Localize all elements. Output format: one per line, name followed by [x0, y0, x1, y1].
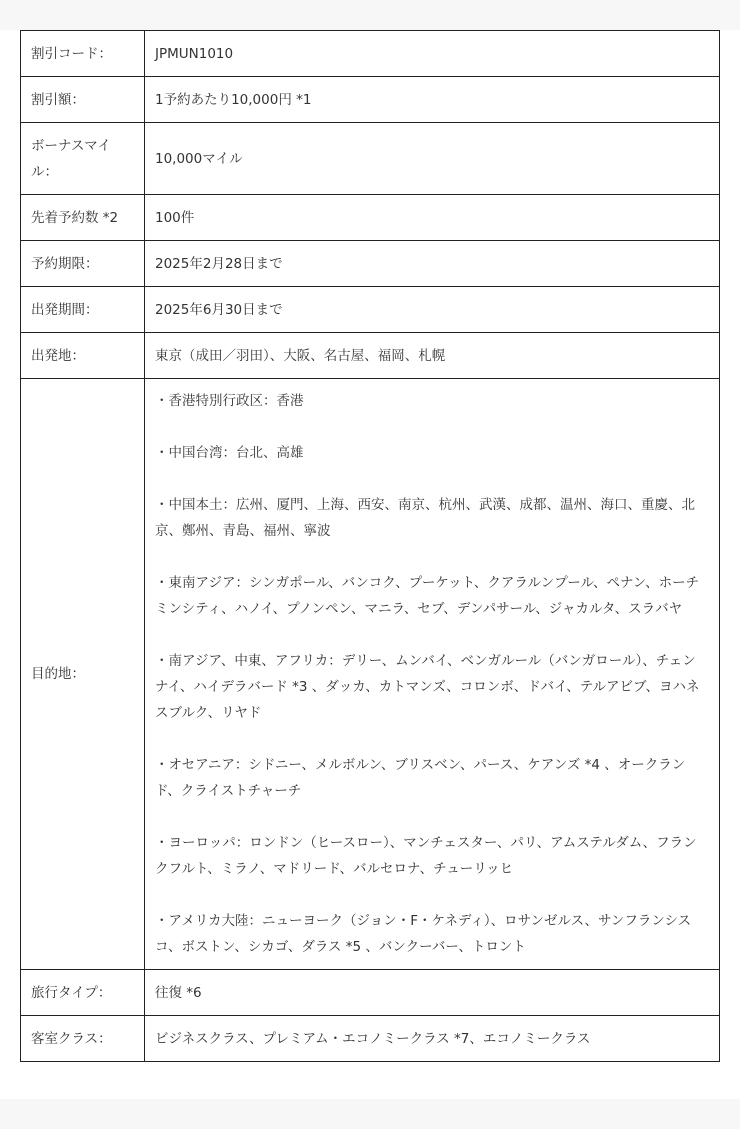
trip-type-value: 往復 *6	[145, 970, 720, 1016]
destination-region-southeast-asia: ・東南アジア：シンガポール、バンコク、プーケット、クアラルンプール、ペナン、ホーチミンシティ、ハノイ、プノンペン、マニラ、セブ、デンパサール、ジャカルタ、スラバヤ	[155, 575, 700, 617]
row-travel-period	[21, 287, 720, 333]
travel-period-value: 2025年6月30日まで	[145, 287, 720, 333]
destination-value	[145, 379, 720, 970]
destination-region-americas: ・アメリカ大陸：ニューヨーク（ジョン・F・ケネディ）、ロサンゼルス、サンフランシスコ、ボストン、シカゴ、ダラス *5 、バンクーバー、トロント	[155, 913, 692, 955]
first-come-value: 100件	[145, 195, 720, 241]
destination-region-oceania: ・オセアニア：シドニー、メルボルン、ブリスベン、パース、ケアンズ *4 、オークランド、クライストチャーチ	[155, 757, 686, 799]
page-content	[0, 30, 740, 1099]
bonus-miles-label: ボーナスマイル：	[21, 123, 145, 195]
discount-amount-label: 割引額：	[21, 77, 145, 123]
trip-type-label: 旅行タイプ：	[21, 970, 145, 1016]
cabin-class-label: 客室クラス：	[21, 1016, 145, 1062]
first-come-label: 先着予約数 *2	[21, 195, 145, 241]
destination-region-hongkong: ・香港特別行政区：香港	[155, 393, 304, 409]
row-discount-code	[21, 31, 720, 77]
row-destination	[21, 379, 720, 970]
discount-amount-value: 1予約あたり10,000円 *1	[145, 77, 720, 123]
booking-deadline-label: 予約期限：	[21, 241, 145, 287]
destination-region-south-asia-middle-east-africa: ・南アジア、中東、アフリカ：デリー、ムンバイ、ベンガルール（バンガロール）、チェンナイ、ハイデラバード *3 、ダッカ、カトマンズ、コロンボ、ドバイ、テルアビブ、ヨハネスブルク、リヤド	[155, 653, 700, 721]
row-first-come-bookings	[21, 195, 720, 241]
row-trip-type	[21, 970, 720, 1016]
bonus-miles-value: 10,000マイル	[145, 123, 720, 195]
travel-period-label: 出発期間：	[21, 287, 145, 333]
promo-details-table	[20, 30, 720, 1062]
row-discount-amount	[21, 77, 720, 123]
origin-value: 東京（成田／羽田）、大阪、名古屋、福岡、札幌	[145, 333, 720, 379]
row-bonus-miles	[21, 123, 720, 195]
discount-code-value: JPMUN1010	[145, 31, 720, 77]
row-cabin-class	[21, 1016, 720, 1062]
booking-deadline-value: 2025年2月28日まで	[145, 241, 720, 287]
cabin-class-value: ビジネスクラス、プレミアム・エコノミークラス *7、エコノミークラス	[145, 1016, 720, 1062]
row-origin	[21, 333, 720, 379]
destination-region-europe: ・ヨーロッパ：ロンドン（ヒースロー）、マンチェスター、パリ、アムステルダム、フランクフルト、ミラノ、マドリード、バルセロナ、チューリッヒ	[155, 835, 697, 877]
row-booking-deadline	[21, 241, 720, 287]
discount-code-label: 割引コード：	[21, 31, 145, 77]
destination-label: 目的地：	[21, 379, 145, 970]
origin-label: 出発地：	[21, 333, 145, 379]
destination-region-mainland-china: ・中国本土：広州、厦門、上海、西安、南京、杭州、武漢、成都、温州、海口、重慶、北京、鄭州、青島、福州、寧波	[155, 497, 695, 539]
destination-region-taiwan: ・中国台湾：台北、高雄	[155, 445, 304, 461]
